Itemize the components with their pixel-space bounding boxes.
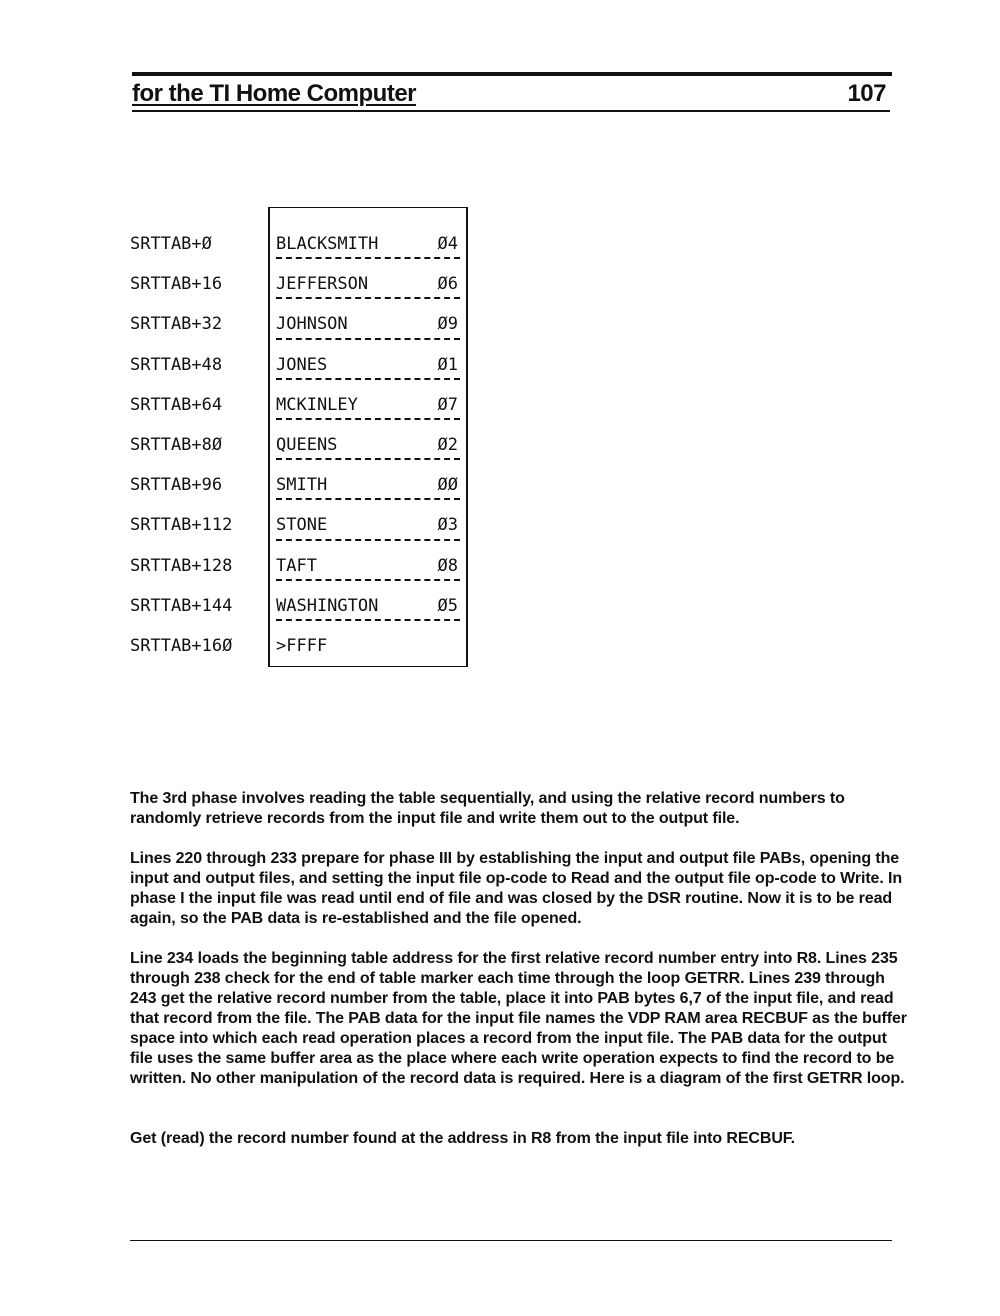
table-separator	[276, 539, 460, 541]
table-entry-number: Ø8	[437, 555, 458, 576]
table-separator	[276, 579, 460, 581]
table-entry-name: QUEENS	[276, 434, 338, 455]
table-entry-number: Ø5	[437, 595, 458, 616]
table-entry-number: Ø4	[437, 234, 458, 254]
table-separator	[276, 338, 460, 340]
table-separator	[276, 498, 460, 500]
table-offset-label: SRTTAB+8Ø	[130, 434, 223, 455]
table-cell	[268, 408, 468, 455]
table-entry-number: Ø2	[437, 434, 458, 455]
table-row	[130, 408, 510, 455]
table-separator	[276, 458, 460, 460]
table-row	[130, 247, 510, 295]
table-cell	[268, 448, 468, 496]
table-offset-label: SRTTAB+32	[130, 314, 223, 335]
table-entry-name: >FFFF	[276, 635, 328, 656]
table-separator	[276, 619, 460, 621]
paragraph: Get (read) the record number found at the address in R8 from the input file into RECBUF.	[130, 1130, 796, 1147]
table-entry-name: JEFFERSON	[276, 274, 369, 295]
paragraph: Line 234 loads the beginning table address for the first relative record number entry into R8. Lines 235 through 238 check for the end of table marker each time through the loop GETRR. Lines 239 through 243 get the relative record number from the table, place it into PAB bytes 6,7 of the input file, and read that record from the file. The PAB data for the input file names the VDP RAM area RECBUF as the buffer space into which each read operation places a record from the input file. The PAB data for the output file uses the same buffer area as the place where each write operation expects to find the record to be written. No other manipulation of the record data is required. Here is a diagram of the first GETRR loop.	[130, 950, 907, 1087]
table-entry-name: BLACKSMITH	[276, 234, 379, 254]
paragraph: Lines 220 through 233 prepare for phase III by establishing the input and output file PABs, opening the input and output files, and setting the input file op-code to Read and the output file op-code to Write. In phase I the input file was read until end of file and was closed by the DSR routine. Now it is to be read again, so the PAB data is re-established and the file opened.	[130, 850, 903, 927]
page-header	[132, 80, 890, 112]
table-cell	[268, 207, 468, 254]
table-cell	[268, 287, 468, 335]
table-offset-label: SRTTAB+64	[130, 394, 223, 415]
paragraph: The 3rd phase involves reading the table sequentially, and using the relative record numbers to randomly retrieve records from the input file and write them out to the output file.	[130, 790, 845, 827]
table-offset-label: SRTTAB+96	[130, 475, 223, 496]
table-offset-label: SRTTAB+112	[130, 515, 233, 536]
sort-table-diagram	[130, 207, 510, 656]
table-row	[130, 488, 510, 536]
table-row	[130, 368, 510, 415]
table-cell	[268, 488, 468, 536]
table-entry-name: TAFT	[276, 555, 317, 576]
table-row	[130, 448, 510, 496]
table-offset-label: SRTTAB+128	[130, 555, 233, 576]
paragraph-phase-three	[130, 789, 910, 829]
table-row	[130, 328, 510, 375]
table-offset-label: SRTTAB+48	[130, 354, 223, 375]
page-number: 107	[847, 80, 886, 107]
table-cell	[268, 328, 468, 375]
table-entry-name: SMITH	[276, 475, 328, 496]
table-entry-number: Ø9	[437, 314, 458, 335]
table-entry-number: Ø1	[437, 354, 458, 375]
table-row	[130, 287, 510, 335]
table-row	[130, 569, 510, 616]
table-entry-number: Ø3	[437, 515, 458, 536]
table-entry-name: JONES	[276, 354, 328, 375]
table-cell	[268, 609, 468, 656]
paragraph-lines-234-243	[130, 949, 910, 1089]
table-offset-label: SRTTAB+Ø	[130, 234, 212, 254]
table-separator	[276, 378, 460, 380]
table-cell	[268, 368, 468, 415]
table-row	[130, 207, 510, 254]
running-title: for the TI Home Computer	[132, 80, 417, 107]
paragraph-lines-220-233	[130, 849, 910, 929]
table-row	[130, 609, 510, 656]
table-offset-label: SRTTAB+16	[130, 274, 223, 295]
paragraph-get-read	[130, 1129, 910, 1149]
table-bottom-border	[268, 649, 468, 667]
table-entry-name: MCKINLEY	[276, 394, 358, 415]
table-cell	[268, 529, 468, 576]
header-top-rule	[132, 72, 892, 76]
table-offset-label: SRTTAB+16Ø	[130, 635, 233, 656]
table-entry-number: Ø6	[437, 274, 458, 295]
table-entry-name: JOHNSON	[276, 314, 348, 335]
table-entry-name: STONE	[276, 515, 328, 536]
table-cell	[268, 247, 468, 295]
table-row	[130, 529, 510, 576]
table-separator	[276, 297, 460, 299]
table-cell	[268, 569, 468, 616]
table-entry-number: ØØ	[437, 475, 458, 496]
footer-rule	[130, 1240, 892, 1241]
table-entry-number: Ø7	[437, 394, 458, 415]
table-entry-name: WASHINGTON	[276, 595, 379, 616]
table-offset-label: SRTTAB+144	[130, 595, 233, 616]
table-separator	[276, 257, 460, 259]
table-separator	[276, 418, 460, 420]
